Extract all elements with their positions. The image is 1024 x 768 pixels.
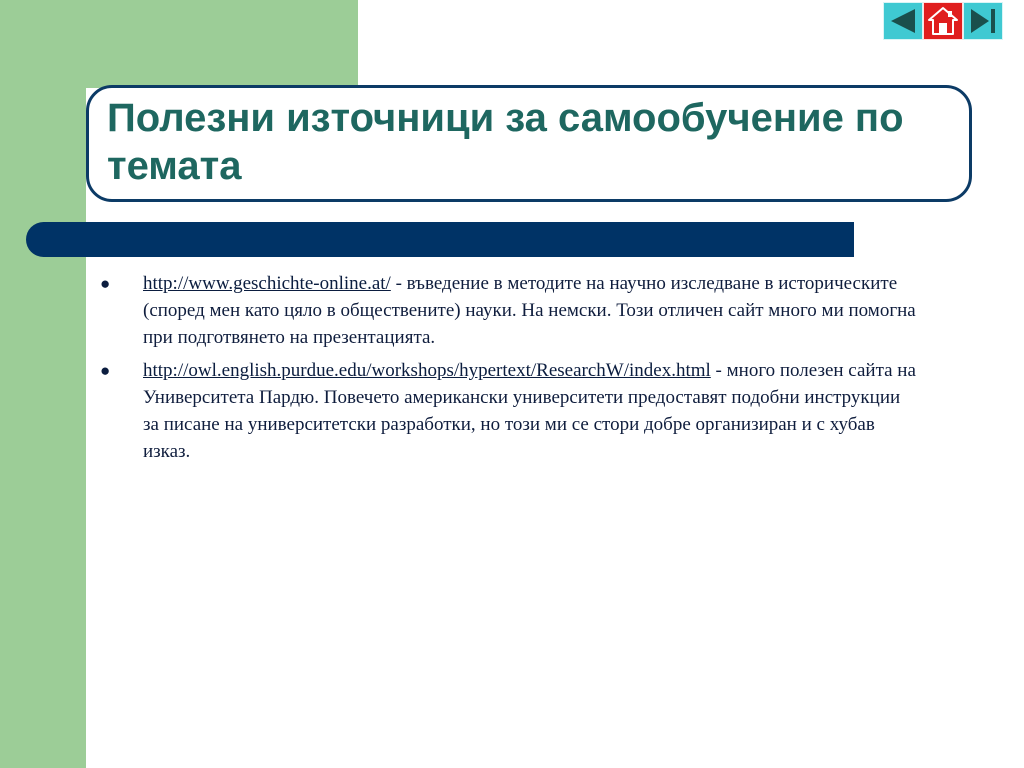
- previous-slide-button[interactable]: [883, 2, 923, 40]
- slide-title: Полезни източници за самообучение по темата: [107, 96, 904, 188]
- triangle-right-bar-icon: [967, 7, 999, 35]
- source-description: - много полезен сайта на Университета Пардю. Повечето американски университети предоставят подобни инструкции за писане на университетски разработки, но този ми се стори добре организиран и с хубав изказ.: [143, 360, 916, 462]
- house-icon: [926, 5, 960, 37]
- source-list: [100, 270, 920, 471]
- source-link[interactable]: http://owl.english.purdue.edu/workshops/hypertext/ResearchW/index.html: [143, 360, 711, 381]
- home-button[interactable]: [923, 2, 963, 40]
- bullet-icon: ●: [100, 274, 111, 293]
- list-item-text: [143, 270, 920, 351]
- green-band-side: [0, 0, 86, 768]
- bullet-icon: ●: [100, 361, 111, 380]
- list-item: [100, 270, 920, 351]
- decorative-bar: [26, 222, 854, 257]
- next-slide-button[interactable]: [963, 2, 1003, 40]
- source-link[interactable]: http://www.geschichte-online.at/: [143, 273, 391, 294]
- title-box: [86, 85, 972, 202]
- list-item: [100, 357, 920, 465]
- navigation-bar: [883, 2, 1003, 40]
- triangle-left-icon: [887, 7, 919, 35]
- list-item-text: [143, 357, 920, 465]
- source-description: - въведение в методите на научно изследване в историческите (според мен като цяло в обществените) науки. На немски. Този отличен сайт много ми помогна при подготвянето на презентацията.: [143, 273, 916, 348]
